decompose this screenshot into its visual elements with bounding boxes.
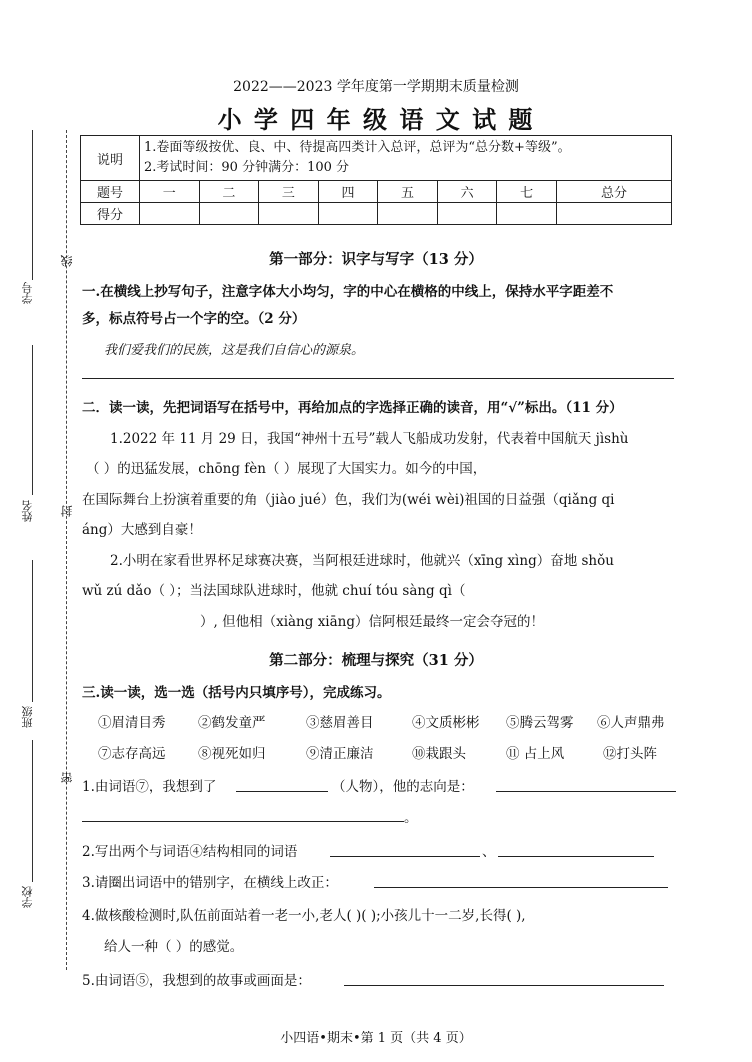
score-cell[interactable] <box>318 203 378 225</box>
column-header: 一 <box>140 181 200 203</box>
q1-copy-line[interactable] <box>82 378 674 379</box>
sub1-text-b: （人物），他的志向是： <box>332 779 474 795</box>
sub5-blank[interactable] <box>344 985 664 986</box>
q2-p2-line1: 2.小明在家看世界杯足球赛决赛，当阿根廷进球时，他就兴（xīng xìng）奋地 shǒu <box>110 553 614 569</box>
idiom-7: ⑦志存高远 <box>98 746 166 762</box>
school-line <box>32 740 33 882</box>
column-header: 五 <box>378 181 438 203</box>
q1-title-line2: 多，标点符号占一个字的空。（2 分） <box>82 311 306 327</box>
part1-heading: 第一部分：识字与写字（13 分） <box>269 251 483 268</box>
question-number-row <box>81 181 672 203</box>
sub4-line2: 给人一种（ ）的感觉。 <box>104 939 244 955</box>
idiom-3: ③慈眉善目 <box>306 715 374 731</box>
sub3-blank[interactable] <box>374 887 668 888</box>
margin-char-xian: 线 <box>60 255 74 267</box>
q2-p2-line3: ）, 但他相（xiàng xiāng）信阿根廷最终一定会夺冠的！ <box>200 614 545 630</box>
column-header: 七 <box>497 181 557 203</box>
sub1-text-a: 1.由词语⑦，我想到了 <box>82 779 217 795</box>
class-line <box>32 560 33 702</box>
score-row <box>81 203 672 225</box>
q2-p1-line3: 在国际舞台上扮演着重要的角（jiào jué）色，我们为(wéi wèi)祖国的日益强（qiǎng qi <box>82 492 615 508</box>
score-cell[interactable] <box>497 203 557 225</box>
sub2-blank-1[interactable] <box>330 856 480 857</box>
q3-title: 三.读一读，选一选（括号内只填序号），完成练习。 <box>82 685 391 701</box>
sub2-blank-2[interactable] <box>498 856 654 857</box>
sub2-separator: 、 <box>482 844 496 860</box>
score-cell[interactable] <box>437 203 497 225</box>
q1-title-line1: 一.在横线上抄写句子，注意字体大小均匀，字的中心在横格的中线上，保持水平字距差不 <box>82 284 614 300</box>
q2-title: 二．读一读，先把词语写在括号中，再给加点的字选择正确的读音，用“√”标出。（11 分） <box>82 400 623 416</box>
score-cell[interactable] <box>378 203 438 225</box>
sub2-text: 2.写出两个与词语④结构相同的词语 <box>82 844 298 860</box>
sub1-ambition-blank-2[interactable] <box>82 821 404 822</box>
score-label: 得分 <box>81 203 140 225</box>
score-table <box>80 135 672 225</box>
part2-heading: 第二部分：梳理与探究（31 分） <box>269 652 483 669</box>
sub1-ambition-blank[interactable] <box>496 791 676 792</box>
sub5-text: 5.由词语⑤，我想到的故事或画面是： <box>82 973 311 989</box>
sub1-person-blank[interactable] <box>236 791 328 792</box>
score-cell[interactable] <box>556 203 671 225</box>
q2-p1-line2: （ ）的迅猛发展，chōng fèn（ ）展现了大国实力。如今的中国， <box>86 461 487 477</box>
column-header: 总分 <box>556 181 671 203</box>
note-row <box>81 136 672 181</box>
idiom-2: ②鹤发童严 <box>198 715 266 731</box>
class-label: 班级 <box>21 706 34 728</box>
column-header: 二 <box>199 181 259 203</box>
note-line-2: 2.考试时间：90 分钟满分：100 分 <box>144 160 350 175</box>
idiom-10: ⑩栽跟头 <box>412 746 466 762</box>
column-header: 六 <box>437 181 497 203</box>
note-line-1: 1.卷面等级按优、良、中、待提高四类计入总评，总评为“总分数+等级”。 <box>144 140 571 155</box>
page-footer: 小四语•期末•第 1 页（共 4 页） <box>280 1031 472 1046</box>
question-number-label: 题号 <box>81 181 140 203</box>
idiom-12: ⑫打头阵 <box>603 746 657 762</box>
student-name-line <box>32 345 33 495</box>
q2-p1-line4: áng）大感到自豪！ <box>82 522 202 538</box>
idiom-5: ⑤腾云驾雾 <box>506 715 574 731</box>
score-cell[interactable] <box>140 203 200 225</box>
score-cell[interactable] <box>259 203 319 225</box>
student-number-label: 学号 <box>21 282 34 304</box>
q2-p2-line2: wǔ zú dǎo（ ）；当法国球队进球时，他就 chuí tóu sàng qì（ <box>82 583 466 599</box>
sub1-end: 。 <box>404 810 418 826</box>
q1-sentence: 我们爱我们的民族，这是我们自信心的源泉。 <box>104 343 365 358</box>
idiom-4: ④文质彬彬 <box>412 715 480 731</box>
note-label: 说明 <box>81 136 140 181</box>
idiom-9: ⑨清正廉洁 <box>306 746 374 762</box>
column-header: 四 <box>318 181 378 203</box>
idiom-6: ⑥人声鼎弗 <box>597 715 665 731</box>
idiom-1: ①眉清目秀 <box>98 715 166 731</box>
margin-char-feng: 封 <box>60 505 74 517</box>
student-name-label: 姓名 <box>21 500 34 522</box>
column-header: 三 <box>259 181 319 203</box>
sub3-text: 3.请圈出词语中的错别字，在横线上改正： <box>82 875 338 891</box>
idiom-11: ⑪ 占上风 <box>506 746 565 762</box>
note-text <box>140 136 672 181</box>
page-title: 小 学 四 年 级 语 文 试 题 <box>217 105 535 134</box>
sub4-line1: 4.做核酸检测时,队伍前面站着一老一小,老人( )( );小孩儿十一二岁,长得( ), <box>82 908 526 924</box>
idiom-8: ⑧视死如归 <box>198 746 266 762</box>
margin-char-mi: 密 <box>60 772 74 784</box>
exam-title: 2022——2023 学年度第一学期期末质量检测 <box>233 79 519 95</box>
school-label: 学校 <box>21 886 34 908</box>
score-cell[interactable] <box>199 203 259 225</box>
q2-p1-line1: 1.2022 年 11 月 29 日，我国“神州十五号”载人飞船成功发射，代表着中国航天 jìshù <box>110 431 629 447</box>
